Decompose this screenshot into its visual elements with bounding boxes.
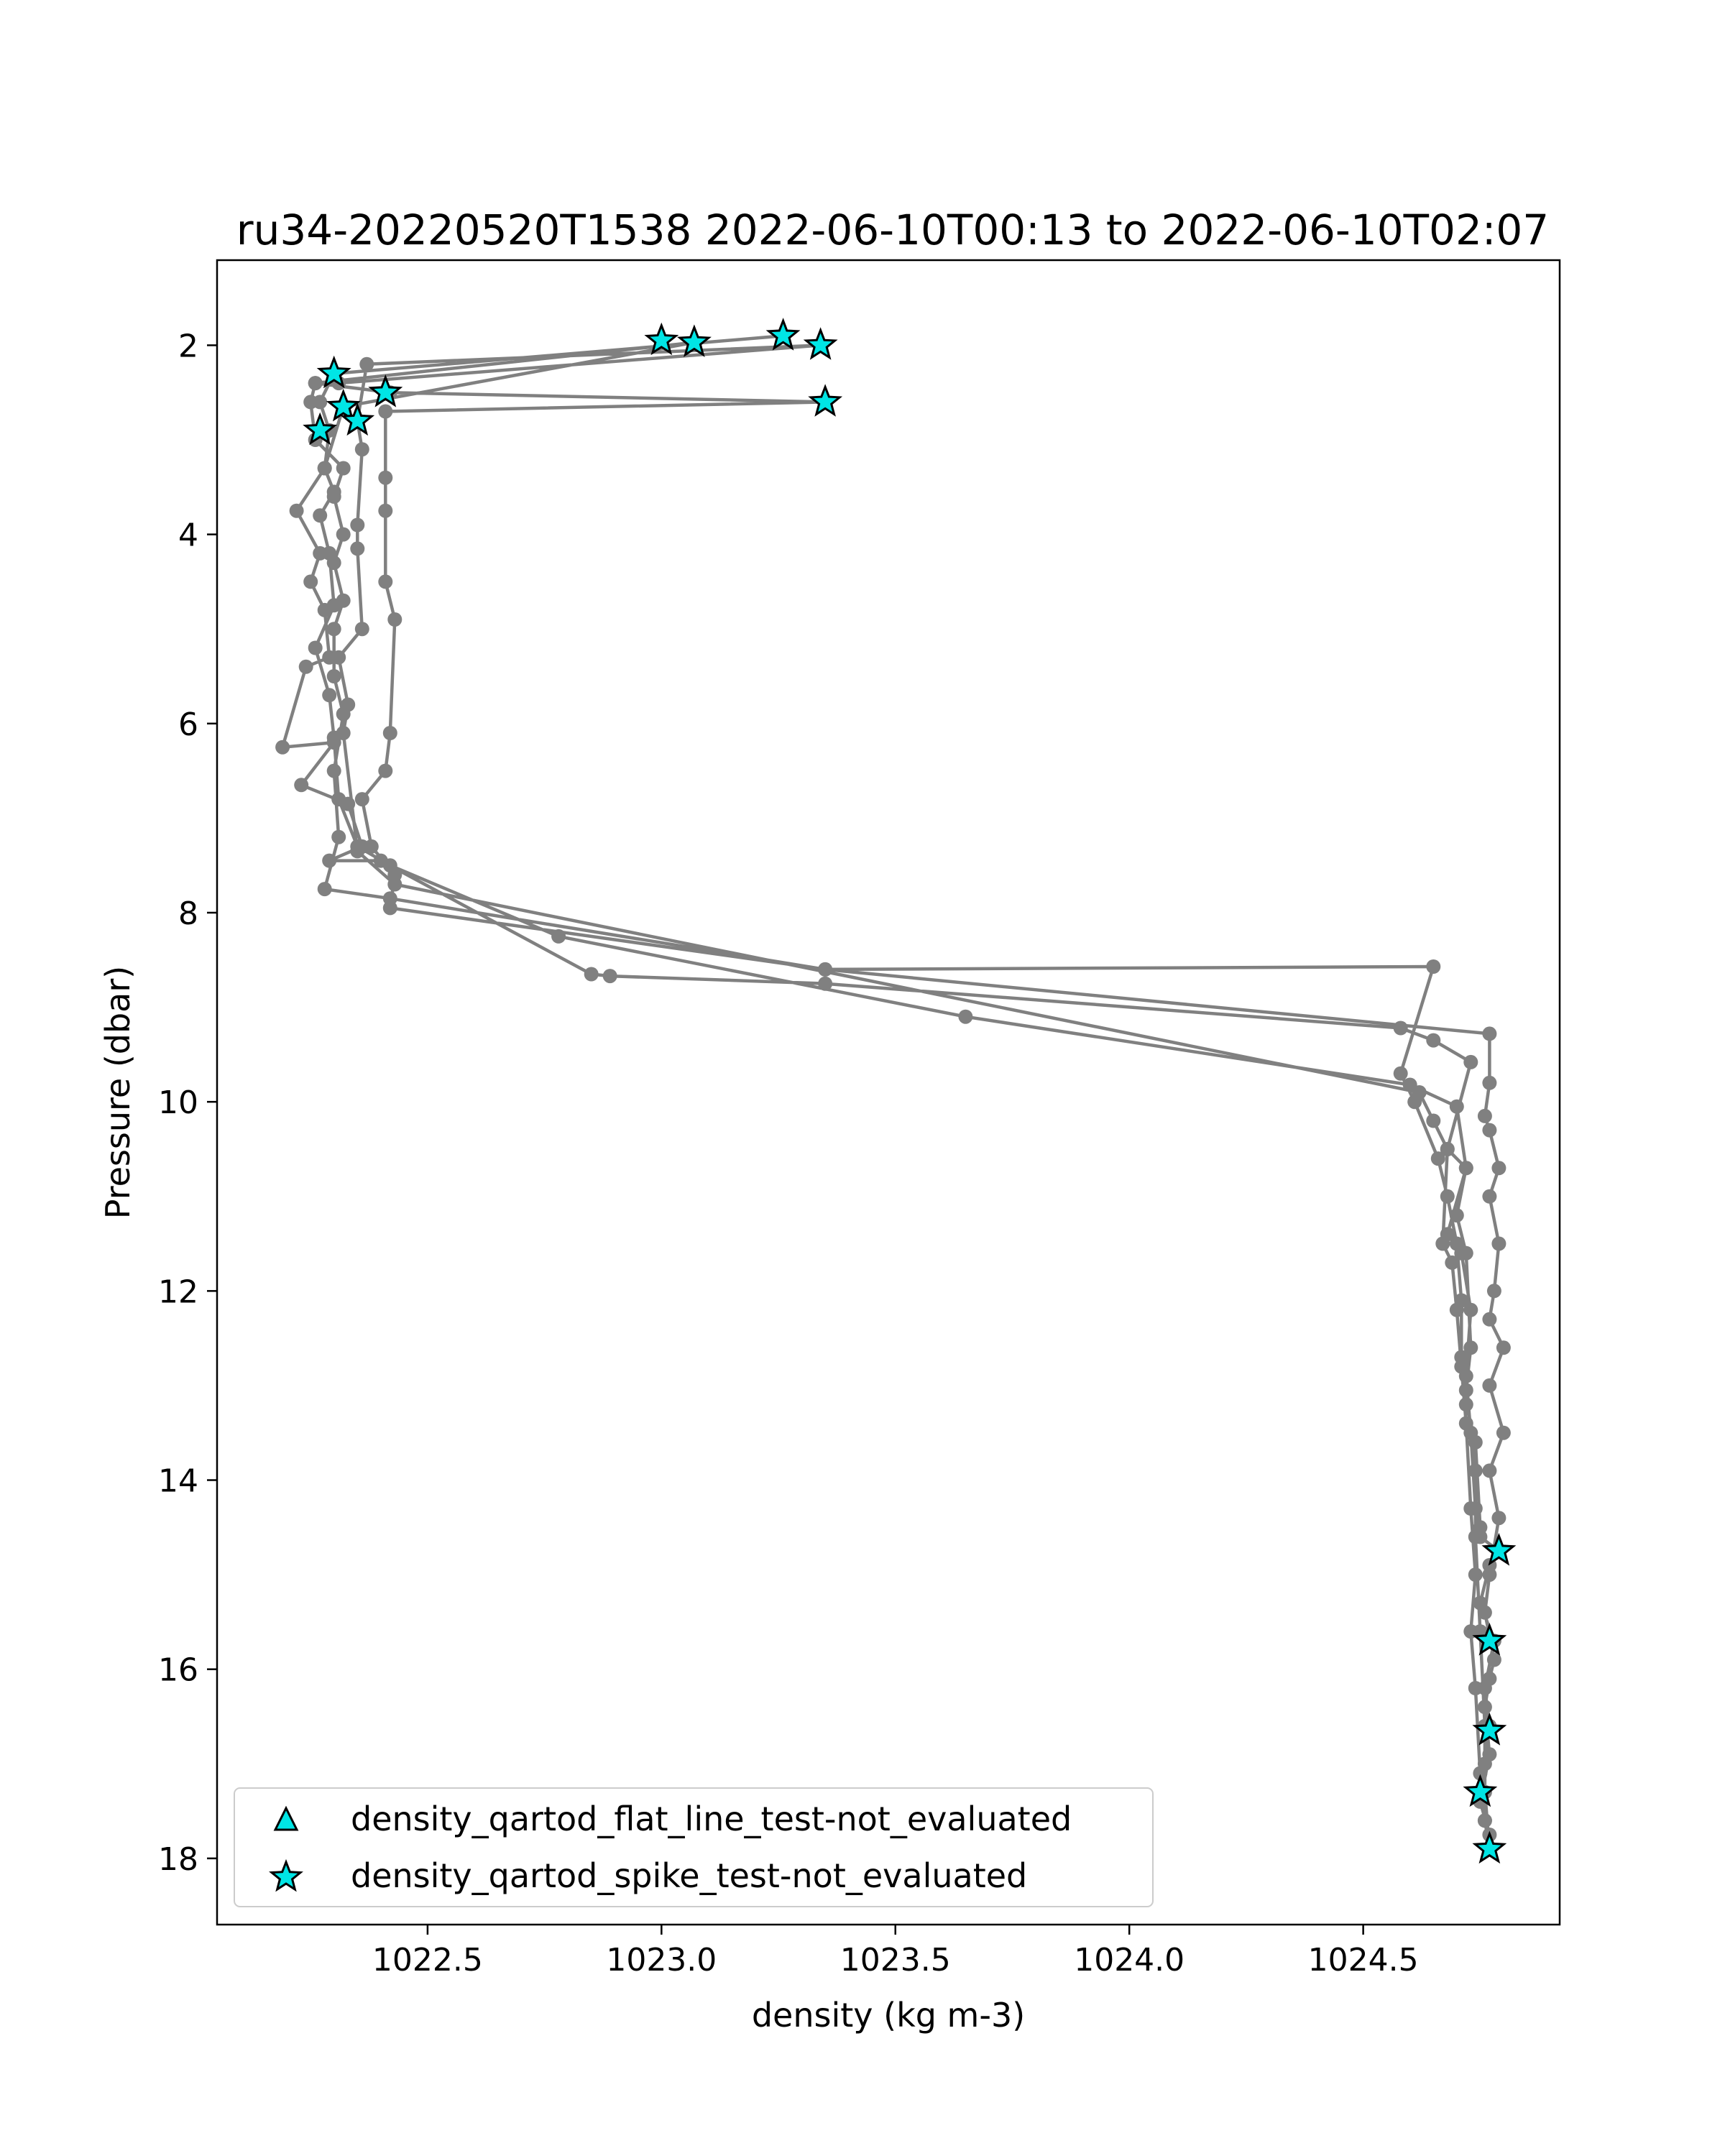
profile-points [275, 328, 1511, 1856]
profile-point [1491, 1161, 1506, 1175]
profile-point [551, 929, 566, 944]
profile-point [1459, 1161, 1473, 1175]
profile-point [336, 726, 351, 740]
profile-point [1426, 1114, 1440, 1128]
profile-point [1487, 1284, 1501, 1298]
profile-point [1482, 1378, 1496, 1393]
profile-point [1454, 1350, 1468, 1365]
profile-point [308, 641, 323, 655]
profile-point [1482, 1189, 1496, 1204]
profile-point [275, 740, 290, 755]
profile-point [299, 660, 313, 674]
profile-point [331, 650, 346, 665]
profile-point [383, 726, 397, 740]
profile-point [378, 471, 392, 485]
profile-point [383, 891, 397, 906]
profile-point [1496, 1426, 1511, 1440]
y-tick-label: 16 [158, 1651, 198, 1689]
chart-title: ru34-20220520T1538 2022-06-10T00:13 to 2022-06-10T02:07 [236, 206, 1550, 254]
profile-point [1459, 1383, 1473, 1398]
profile-point [290, 504, 304, 518]
profile-point [322, 854, 336, 868]
profile-point [378, 504, 392, 518]
profile-point [327, 764, 341, 778]
spike-flag-star [769, 321, 798, 348]
profile-point [1478, 1700, 1492, 1714]
y-tick-label: 10 [158, 1084, 198, 1122]
profile-point [1463, 1055, 1478, 1069]
profile-point [318, 461, 332, 476]
profile-point [355, 442, 369, 456]
profile-point [383, 858, 397, 872]
y-tick-label: 2 [178, 328, 198, 365]
profile-point [303, 395, 318, 409]
profile-point [1454, 1294, 1468, 1308]
profile-point [327, 669, 341, 683]
profile-point [336, 594, 351, 608]
profile-point [1468, 1463, 1483, 1478]
profile-line [282, 336, 1504, 1848]
profile-point [818, 962, 832, 977]
profile-point [1478, 1606, 1492, 1620]
profile-point [1482, 1123, 1496, 1138]
profile-point [350, 518, 364, 533]
profile-lines [282, 336, 1504, 1848]
y-tick-label: 18 [158, 1841, 198, 1878]
profile-point [318, 882, 332, 896]
profile-point [1450, 1237, 1464, 1251]
spike-flag-star [811, 387, 840, 414]
profile-point [603, 969, 617, 983]
profile-point [818, 977, 832, 991]
profile-point [294, 778, 308, 792]
y-tick-label: 12 [158, 1273, 198, 1311]
profile-point [378, 574, 392, 589]
profile-point [327, 556, 341, 570]
profile-point [303, 574, 318, 589]
y-axis-label: Pressure (dbar) [98, 965, 137, 1220]
profile-point [1478, 1813, 1492, 1828]
profile-point [1407, 1095, 1422, 1109]
profile-point [1482, 1567, 1496, 1582]
profile-point [308, 376, 323, 390]
profile-point [1468, 1567, 1483, 1582]
x-axis-ticks [372, 1925, 1419, 1978]
profile-point [958, 1010, 972, 1024]
profile-point [327, 622, 341, 636]
profile-point [355, 622, 369, 636]
profile-point [331, 792, 346, 806]
profile-point [331, 830, 346, 844]
profile-point [1478, 1109, 1492, 1123]
profile-point [1394, 1067, 1408, 1081]
profile-point [336, 528, 351, 542]
profile-point [1459, 1397, 1473, 1411]
profile-point [355, 792, 369, 806]
plot-area-frame [217, 260, 1560, 1925]
y-tick-label: 14 [158, 1462, 198, 1500]
profile-point [387, 612, 402, 627]
profile-point [1450, 1208, 1464, 1222]
profile-point [378, 405, 392, 419]
profile-point [1482, 1026, 1496, 1041]
profile-point [1450, 1100, 1464, 1114]
x-tick-label: 1024.5 [1307, 1942, 1419, 1978]
profile-point [1491, 1511, 1506, 1525]
profile-point [1431, 1151, 1445, 1166]
profile-point [1482, 1076, 1496, 1090]
profile-point [327, 489, 341, 504]
profile-point [387, 877, 402, 892]
profile-point [359, 357, 374, 372]
x-tick-label: 1023.5 [840, 1942, 951, 1978]
legend-label-flat-line: density_qartod_flat_line_test-not_evaluated [351, 1800, 1072, 1838]
spike-flag-star [806, 330, 835, 357]
profile-point [1496, 1340, 1511, 1355]
profile-point [1463, 1501, 1478, 1516]
profile-point [364, 839, 379, 854]
y-tick-label: 8 [178, 895, 198, 932]
profile-point [336, 461, 351, 476]
profile-point [1482, 1747, 1496, 1761]
x-tick-label: 1024.0 [1074, 1942, 1185, 1978]
profile-point [1435, 1237, 1450, 1251]
profile-point [1473, 1520, 1487, 1534]
flagged-points [305, 321, 1513, 1861]
profile-point [336, 707, 351, 722]
y-axis-ticks [158, 328, 217, 1877]
profile-point [1482, 1463, 1496, 1478]
x-axis-label: density (kg m-3) [751, 1996, 1026, 2035]
profile-point [1459, 1416, 1473, 1431]
profile-point [1394, 1021, 1408, 1036]
profile-point [313, 508, 327, 522]
profile-point [1468, 1681, 1483, 1695]
profile-point [1445, 1256, 1459, 1270]
profile-point [584, 967, 599, 982]
profile-point [1482, 1672, 1496, 1686]
profile-point [1426, 1033, 1440, 1048]
profile-point [378, 764, 392, 778]
profile-point [322, 688, 336, 702]
legend-label-spike: density_qartod_spike_test-not_evaluated [351, 1856, 1028, 1895]
profile-point [350, 541, 364, 556]
profile-point [1482, 1312, 1496, 1327]
x-tick-label: 1023.0 [606, 1942, 717, 1978]
y-tick-label: 6 [178, 706, 198, 743]
profile-point [350, 844, 364, 858]
profile-point [1468, 1435, 1483, 1450]
legend [234, 1788, 1153, 1907]
y-tick-label: 4 [178, 517, 198, 554]
spike-flag-star [1475, 1834, 1504, 1861]
profile-point [1440, 1189, 1455, 1204]
profile-point [1491, 1237, 1506, 1251]
x-tick-label: 1022.5 [372, 1942, 483, 1978]
profile-point [1426, 959, 1440, 974]
